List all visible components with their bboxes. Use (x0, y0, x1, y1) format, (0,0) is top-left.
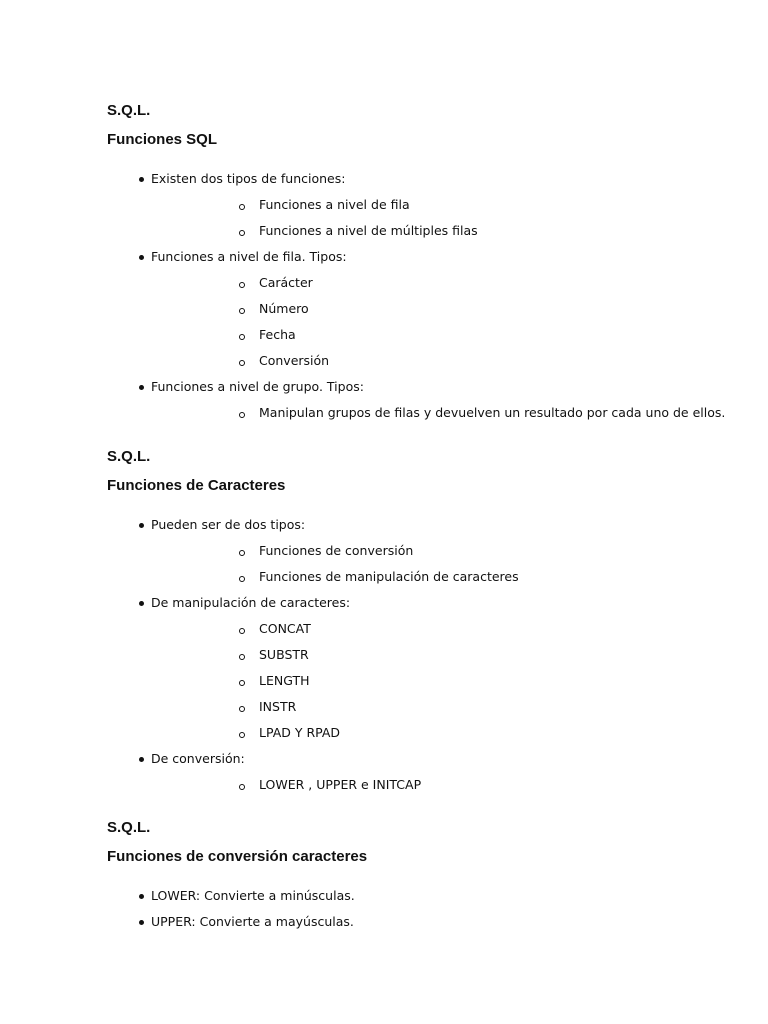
circle-bullet-icon (239, 282, 245, 288)
list-item (107, 374, 747, 426)
sub-list-item-text: SUBSTR (259, 647, 309, 662)
sub-list-item (151, 720, 747, 746)
bullet-icon (139, 601, 144, 606)
sub-list-item-text: CONCAT (259, 621, 311, 636)
sub-list-item-text: Funciones a nivel de fila (259, 197, 410, 212)
section-funciones-de-caracteres (107, 448, 747, 798)
bullet-icon (139, 894, 144, 899)
sub-list-item-text: LPAD Y RPAD (259, 725, 341, 740)
sub-list-item (151, 270, 747, 296)
list-item (107, 883, 747, 909)
sub-list-item (151, 192, 747, 218)
list-item (107, 909, 747, 935)
sub-list (151, 400, 747, 426)
list-item-text: LOWER: Convierte a minúsculas. (151, 888, 355, 903)
sub-list (151, 772, 747, 798)
circle-bullet-icon (239, 706, 245, 712)
sub-list-item-text: Número (259, 301, 309, 316)
sub-list-item (151, 538, 747, 564)
circle-bullet-icon (239, 784, 245, 790)
sub-list-item-text: Funciones a nivel de múltiples filas (259, 223, 478, 238)
bullet-icon (139, 385, 144, 390)
bullet-icon (139, 255, 144, 260)
sub-list-item-text: Conversión (259, 353, 330, 368)
circle-bullet-icon (239, 204, 245, 210)
circle-bullet-icon (239, 334, 245, 340)
list-item-text: De conversión: (151, 751, 245, 766)
sub-list-item (151, 694, 747, 720)
bullet-list (107, 883, 747, 935)
bullet-list (107, 166, 747, 426)
bullet-icon (139, 177, 144, 182)
list-item-text: Funciones a nivel de grupo. Tipos: (151, 379, 364, 394)
list-item (107, 590, 747, 746)
section-funciones-sql (107, 102, 747, 426)
list-item-text: UPPER: Convierte a mayúsculas. (151, 914, 354, 929)
circle-bullet-icon (239, 576, 245, 582)
bullet-icon (139, 920, 144, 925)
list-item (107, 512, 747, 590)
sub-list-item-text: Funciones de conversión (259, 543, 414, 558)
section-label: S.Q.L. (107, 102, 151, 119)
sub-list-item-text: INSTR (259, 699, 297, 714)
sub-list-item (151, 218, 747, 244)
circle-bullet-icon (239, 680, 245, 686)
sub-list-item (151, 296, 747, 322)
sub-list-item-text: LOWER , UPPER e INITCAP (259, 777, 422, 792)
sub-list-item (151, 322, 747, 348)
circle-bullet-icon (239, 654, 245, 660)
sub-list-item (151, 668, 747, 694)
list-item-text: Existen dos tipos de funciones: (151, 171, 346, 186)
circle-bullet-icon (239, 732, 245, 738)
sub-list (151, 192, 747, 244)
sub-list-item (151, 772, 747, 798)
list-item-text: De manipulación de caracteres: (151, 595, 351, 610)
bullet-list (107, 512, 747, 798)
bullet-icon (139, 523, 144, 528)
circle-bullet-icon (239, 550, 245, 556)
sub-list-item-text: Funciones de manipulación de caracteres (259, 569, 519, 584)
section-label: S.Q.L. (107, 448, 151, 465)
section-title: Funciones de Caracteres (107, 477, 286, 494)
list-item (107, 244, 747, 374)
sub-list (151, 616, 747, 746)
sub-list (151, 270, 747, 374)
section-title: Funciones SQL (107, 131, 218, 148)
sub-list-item-text: Fecha (259, 327, 296, 342)
sub-list-item (151, 348, 747, 374)
sub-list-item (151, 400, 747, 426)
section-label: S.Q.L. (107, 819, 151, 836)
circle-bullet-icon (239, 360, 245, 366)
section-title: Funciones de conversión caracteres (107, 848, 368, 865)
sub-list (151, 538, 747, 590)
list-item (107, 746, 747, 798)
circle-bullet-icon (239, 628, 245, 634)
section-funciones-de-conversion (107, 819, 747, 935)
list-item (107, 166, 747, 244)
sub-list-item (151, 564, 747, 590)
list-item-text: Funciones a nivel de fila. Tipos: (151, 249, 347, 264)
sub-list-item (151, 616, 747, 642)
sub-list-item (151, 642, 747, 668)
sub-list-item-text: LENGTH (259, 673, 310, 688)
circle-bullet-icon (239, 308, 245, 314)
sub-list-item-text: Carácter (259, 275, 313, 290)
sub-list-item-text: Manipulan grupos de filas y devuelven un resultado por cada uno de ellos. (259, 405, 726, 420)
bullet-icon (139, 757, 144, 762)
list-item-text: Pueden ser de dos tipos: (151, 517, 306, 532)
circle-bullet-icon (239, 230, 245, 236)
circle-bullet-icon (239, 412, 245, 418)
